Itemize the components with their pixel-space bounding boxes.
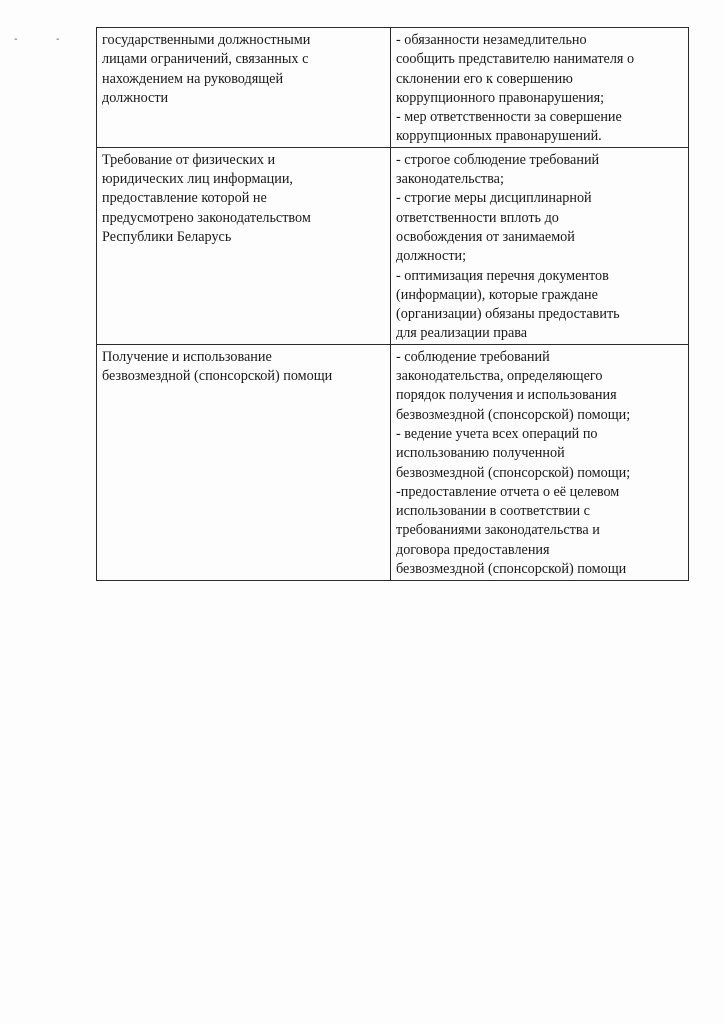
cell-line: для реализации права: [396, 325, 528, 342]
cell-line: - обязанности незамедлительно: [396, 32, 587, 48]
risk-cell: [97, 147, 391, 344]
cell-line: предоставление которой не: [102, 190, 267, 207]
cell-line: ответственности вплоть до: [396, 209, 559, 226]
cell-line: склонении его к совершению: [396, 70, 573, 87]
cell-line: использованию полученной: [396, 445, 565, 462]
cell-line: нахождением на руководящей: [102, 70, 284, 87]
cell-line: порядок получения и использования: [396, 387, 617, 404]
cell-line: - строгие меры дисциплинарной: [396, 190, 592, 207]
cell-line: безвозмездной (спонсорской) помощи;: [396, 406, 631, 423]
cell-line: законодательства;: [396, 171, 504, 188]
risk-cell: [97, 28, 391, 148]
cell-line: коррупционных правонарушений.: [396, 128, 602, 145]
table-row: [97, 344, 689, 580]
measures-cell: [391, 147, 689, 344]
cell-line: лицами ограничений, связанных с: [102, 51, 309, 68]
cell-line: - оптимизация перечня документов: [396, 267, 609, 284]
cell-line: юридических лиц информации,: [102, 171, 293, 188]
margin-mark-left: -: [14, 34, 18, 45]
cell-line: Требование от физических и: [102, 151, 276, 168]
cell-line: безвозмездной (спонсорской) помощи: [102, 368, 333, 385]
table-row: [97, 28, 689, 148]
cell-line: -предоставление отчета о её целевом: [396, 483, 620, 500]
cell-line: - соблюдение требований: [396, 348, 550, 365]
margin-mark-right: -: [56, 34, 60, 45]
cell-line: предусмотрено законодательством: [102, 209, 311, 226]
measures-cell: [391, 344, 689, 580]
cell-line: (организации) обязаны предоставить: [396, 306, 620, 323]
measures-table: [96, 27, 689, 581]
table-row: [97, 147, 689, 344]
cell-line: Республики Беларусь: [102, 228, 232, 245]
cell-line: сообщить представителю нанимателя о: [396, 51, 635, 68]
cell-line: - мер ответственности за совершение: [396, 109, 622, 126]
cell-line: - ведение учета всех операций по: [396, 425, 598, 442]
cell-line: коррупционного правонарушения;: [396, 89, 605, 106]
cell-line: безвозмездной (спонсорской) помощи: [396, 561, 627, 578]
risk-cell: [97, 344, 391, 580]
cell-line: безвозмездной (спонсорской) помощи;: [396, 464, 631, 481]
cell-line: требованиями законодательства и: [396, 522, 600, 539]
cell-line: - строгое соблюдение требований: [396, 151, 600, 168]
cell-line: использовании в соответствии с: [396, 503, 590, 520]
cell-line: (информации), которые граждане: [396, 286, 598, 303]
cell-line: должности: [102, 89, 169, 106]
cell-line: законодательства, определяющего: [396, 368, 603, 385]
cell-line: Получение и использование: [102, 348, 272, 365]
cell-line: освобождения от занимаемой: [396, 228, 575, 245]
measures-cell: [391, 28, 689, 148]
cell-line: государственными должностными: [102, 32, 311, 48]
cell-line: договора предоставления: [396, 541, 550, 558]
cell-line: должности;: [396, 248, 467, 265]
